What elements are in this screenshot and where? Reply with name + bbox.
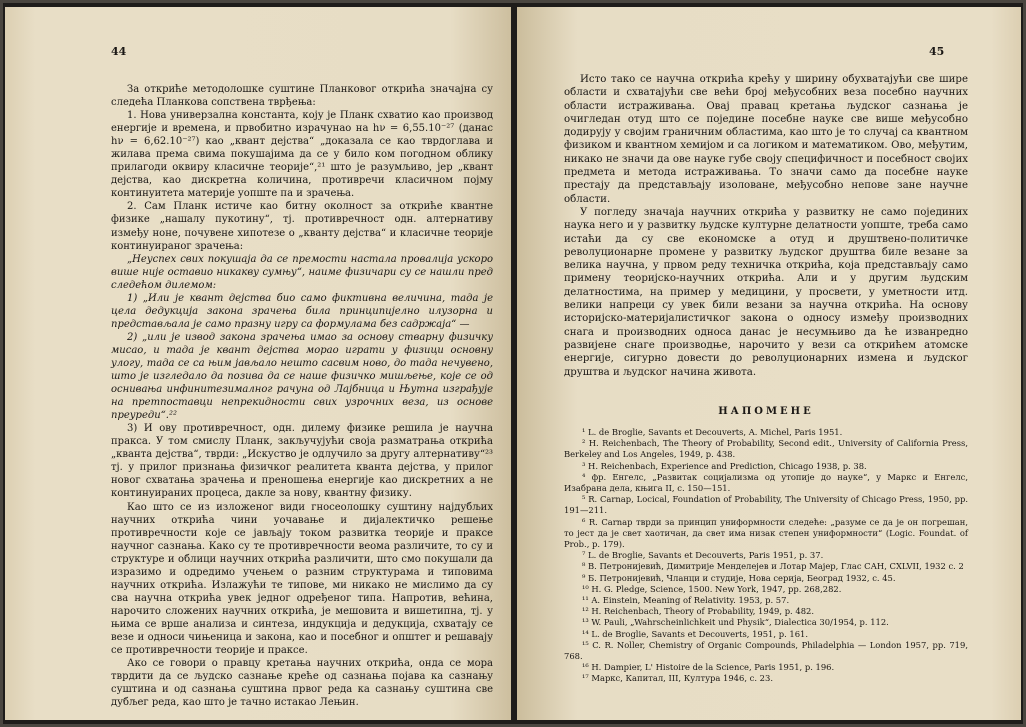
footnote: ¹⁵ C. R. Noller, Chemistry of Organic Compounds, Philadelphia — London 1957, pp. 719, 768.	[564, 639, 968, 662]
footnote: ¹³ W. Pauli, „Wahrscheinlichkeit und Physik“, Dialectica 30/1954, p. 112.	[582, 617, 889, 628]
footnote: ⁹ Б. Петронијевић, Чланци и студије, Нова серија, Београд 1932, с. 45.	[582, 572, 896, 583]
page-number: 44	[111, 45, 127, 58]
body-text	[111, 83, 493, 709]
paragraph: 1) „Или је квант дејства био само фиктивна величина, тада је цела дедукција закона зрачења била принципијелно илузорна и представљала је само празну игру са формулама без садржаја“ —	[111, 292, 493, 330]
footnote: ² H. Reichenbach, The Theory of Probability, Second edit., University of California Press, Berkeley and Los Angeles, 1949, p. 438.	[564, 438, 968, 460]
paragraph: Као што се из изложеног види гносеолошку суштину најдубљих научних открића чини уочавање и дијалектичко решење противречности које се јављају током развитка теорије и праксе научног сазнања. Како су те противречности веома различите, то су и структуре и облици научних открића различити, што смо покушали да изразимо и одредимо учењем о разним структурама и типовима научних открића. Излажући те типове, ми никако не мислимо да су сва научна открића увек једног одређеног типа. Напротив, већина, нарочито сложених научних открића, је мешовита и вишетипна, тј. у њима се врше анализа и синтеза, индукција и дедукција, схватају се везе и односи чињеница и закона, као и посебног и општег и решавају се противречности теорије и праксе.	[111, 501, 493, 657]
paragraph: „Неуспех свих покушаја да се премости настала провалија ускоро више није оставио никакву сумњу“, наиме физичари су се нашли пред следећом дилемом:	[111, 253, 493, 291]
book-spread	[3, 3, 1023, 724]
paragraph: Ако се говори о правцу кретања научних открића, онда се мора тврдити да се људско сазнање креће од сазнања појава ка сазнању суштина и од сазнања суштина првог реда ка сазнању суштина све дубљег реда, као што је тачно истакао Лењин.	[111, 658, 493, 709]
footnote: ¹ L. de Broglie, Savants et Decouverts, A. Michel, Paris 1951.	[582, 427, 843, 437]
footnote: ³ H. Reichenbach, Experience and Prediction, Chicago 1938, p. 38.	[582, 460, 867, 471]
footnote: ¹¹ A. Einstein, Meaning of Relativity. 1953, p. 57.	[582, 595, 790, 606]
footnote: ⁷ L. de Broglie, Savants et Decouverts, Paris 1951, p. 37.	[582, 550, 824, 561]
footnote: ⁸ В. Петронијевић, Димитрије Менделејев и Лотар Мајер, Глас САН, CXLVII, 1932 с. 2	[582, 561, 964, 572]
footnote: ¹⁰ H. G. Pledge, Science, 1500. New York, 1947, pp. 268,282.	[582, 583, 842, 594]
footnote: ¹⁶ H. Dampier, L' Histoire de la Science, Paris 1951, p. 196.	[582, 662, 835, 673]
footnote: ¹⁴ L. de Broglie, Savants et Decouverts, 1951, p. 161.	[582, 628, 809, 639]
left-page	[5, 7, 511, 720]
body-text	[564, 73, 968, 379]
paragraph: За откриће методолошке суштине Планковог открића значајна су следећа Планкова сопствена тврђења:	[111, 84, 493, 109]
footnote: ⁵ R. Carnap, Locical, Foundation of Probability, The University of Chicago Press, 1950, pp. 191—211.	[564, 494, 968, 516]
paragraph: 2. Сам Планк истиче као битну околност за откриће квантне физике „нашалу пукотину“, тј. противречност одн. алтернативу између ноне, почувене хипотезе о „кванту дејства“ и класичне теорије континуираног зрачења:	[111, 201, 493, 252]
paragraph: 3) И ову противречност, одн. дилему физике решила је научна пракса. У том смислу Планк, закључујући своја разматрања открића „кванта дејства“, тврди: „Искуство је одлучило за другу алтернативу“²³ тј. у прилог признања физичког реалитета кванта дејства, у прилог новог схватања зрачења и преношења енергије као дискретних а не континуираних процеса, дакле за нову, квантну физику.	[111, 423, 493, 500]
footnote: ⁴ фр. Енгелс, „Развитак социјализма од утопије до науке“, у Маркс и Енгелс, Изабрана дела, књига II, с. 150—151.	[564, 471, 968, 494]
paragraph: Исто тако се научна открића крећу у ширину обухватајући све шире области и схватајући све већи број међусобних веза посебно научних области истраживања. Овај правац кретања људског сазнања је очигледан отуд што се поједине посебне науке све више међусобно додирују у својим граничним областима, као што је то случај са квантном физиком и квантном хемијом и са логиком и математиком. Ово, међутим, никако не значи да ове науке губе своју специфичност и посебност својих предмета и метода истраживања. То значи само да посебне науке престају да представљају изоловане, међусобно непове зане научне области.	[564, 74, 968, 205]
paragraph: У погледу значаја научних открића у развитку не само појединих наука него и у развитку људске културне делатности уопште, треба само истаћи да су све економске а отуд и друштвено-политичке револуционарне промене у развитку људског друштва биле везане за велика научна, у првом реду техничка открића, која представљају само примену теоријско-научних открића. Али и у другим људским делатностима, на пример у медицини, у просвети, у уметности итд. велики напреци су увек били везани за научна открића. На основу историјско-материјалистичког закона о односу између производних снага и производних односа данас је несумњиво да ће изванредно развијене снаге производње, нарочито у вези са открићем атомске енергије, сигурно довести до револуционарних измена и људског друштва и људског начина живота.	[564, 206, 968, 378]
footnote: ¹² H. Reichenbach, Theory of Probability, 1949, p. 482.	[582, 606, 815, 617]
footnote: ¹⁷ Маркс, Капитал, III, Култура 1946, с. 23.	[582, 673, 773, 684]
footnote: ⁶ R. Carnap тврди за принцип униформности следеће: „разуме се да је он погрешан, то јест да је свет хаотичан, да свет има низак степен униформности“ (Logic. Foundat. of Prob., p. 179).	[564, 516, 968, 550]
footnotes	[564, 427, 968, 685]
paragraph: 2) „или је извод закона зрачења имао за основу стварну физичку мисао, и тада је квант дејства морао играти у физици основну улогу, тада се са њим јављало нешто сасвим ново, до тада нечувено, што је изгледало да позива да се наше физичко мишљење, које се од оснивања инфинитезималног рачуна од Лајбница и Њутна изграђује на претпоставци непрекидности свих узрочних веза, из основе преуреди“.²²	[111, 331, 493, 422]
page-number: 45	[929, 45, 945, 58]
notes-heading: НАПОМЕНЕ	[718, 406, 814, 417]
right-page	[517, 7, 1021, 720]
paragraph: 1. Нова универзална константа, коју је Планк схватио као производ енергије и времена, и првобитно израчунао на hν = 6,55.10⁻²⁷ (данас hν = 6,62.10⁻²⁷) као „квант дејства“ „доказала се као тврдоглава и жилава према свима покушајима да се у било ком погодном облику прилагоди оквиру класичне теорије“,²¹ што је разумљиво, јер „квант дејства, као дискретна количина, противречи класичном појму континуитета материје уопште па и зрачења.	[111, 110, 493, 200]
